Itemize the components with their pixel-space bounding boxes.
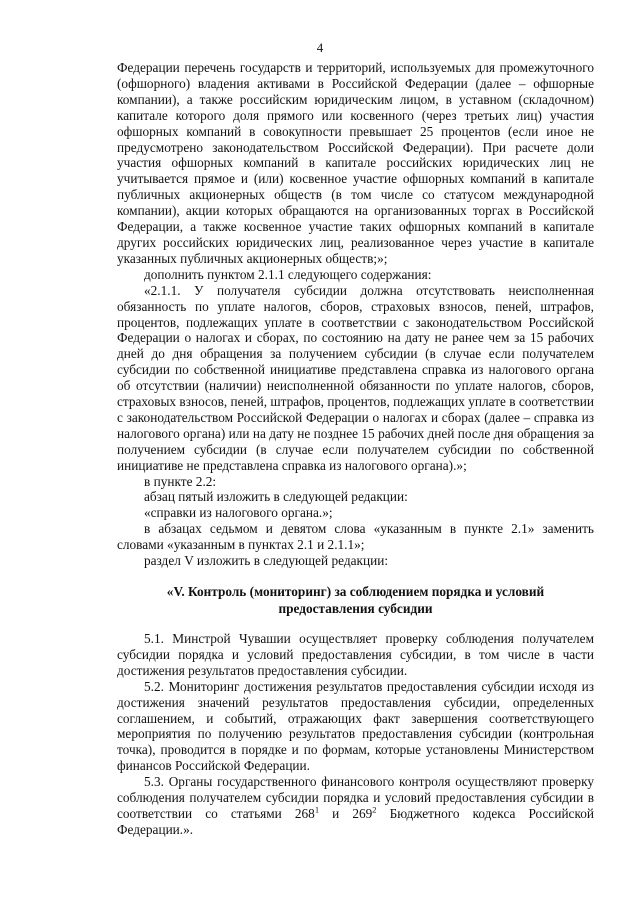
paragraph-5-3-text-2: и 269 xyxy=(319,805,373,821)
paragraph-5-3-text-1: 5.3. Органы государственного финансового контроля осуществляют проверку соблюдения получателем субсидии порядка и условий предоставления субсидии в соответствии со статьями 268 xyxy=(117,774,594,821)
page-number: 4 xyxy=(316,40,324,55)
paragraph-5-3-text-3: Бюджетного кодекса Российской Федерации.». xyxy=(117,805,595,837)
article-269-superscript: 2 xyxy=(372,804,377,815)
section-title xyxy=(117,583,594,617)
paragraph-clause-2-2-intro: в пункте 2.2: xyxy=(144,473,217,489)
paragraph-5-2: 5.2. Мониторинг достижения результатов предоставления субсидии исходя из достижения значений результатов предоставления субсидии, определенных соглашением, и событий, отражающих факт завершения соответствующего мероприятия по получению результатов предоставления субсидии (контрольная точка), проводится в порядке и по формам, которые установлены Министерством финансов Российской Федерации. xyxy=(117,678,594,774)
section-title-line-2: предоставления субсидии xyxy=(278,601,433,616)
paragraph-fifth-indent: абзац пятый изложить в следующей редакции: xyxy=(144,489,408,505)
paragraph-replace-words: в абзацах седьмом и девятом слова «указанным в пункте 2.1» заменить словами «указанным в пунктах 2.1 и 2.1.1»; xyxy=(117,521,594,553)
paragraph-section-v-intro: раздел V изложить в следующей редакции: xyxy=(144,553,389,569)
paragraph-5-3 xyxy=(117,774,594,838)
section-title-line-1: «V. Контроль (мониторинг) за соблюдением порядка и условий xyxy=(166,584,545,599)
paragraph-offshore-definition: Федерации перечень государств и территорий, используемых для промежуточного (офшорного) владения активами в Российской Федерации (далее – офшорные компании), а также российским юридическим лицом, в уставном (складочном) капитале которого доля прямого или косвенного (через третьих лиц) участия офшорных компаний в совокупности превышает 25 процентов (если иное не предусмотрено законодательством Российской Федерации). При расчете доли участия офшорных компаний в капитале российских юридических лиц не учитывается прямое и (или) косвенное участие офшорных компаний в капитале публичных акционерных обществ (в том числе со статусом международной компании), акции которых обращаются на организованных торгах в Российской Федерации, а также косвенное участие таких офшорных компаний в капитале других российских юридических лиц, реализованное через участие в капитале указанных публичных акционерных обществ;»; xyxy=(117,60,594,266)
paragraph-add-clause-intro: дополнить пунктом 2.1.1 следующего содержания: xyxy=(144,266,432,282)
paragraph-clause-2-1-1: «2.1.1. У получателя субсидии должна отсутствовать неисполненная обязанность по уплате налогов, сборов, страховых взносов, пеней, штрафов, процентов, подлежащих уплате в соответствии с законодательством Российской Федерации о налогах и сборах, по состоянию на дату не ранее чем за 15 рабочих дней до дня обращения за получением субсидии (в случае если получателем субсидии по собственной инициативе представлена справка из налогового органа об отсутствии (наличии) неисполненной обязанности по уплате налогов, сборов, страховых взносов, пеней, штрафов, процентов, подлежащих уплате в соответствии с законодательством Российской Федерации о налогах и сборах (далее – справка из налогового органа) или на дату не позднее 15 рабочих дней после дня обращения за получением субсидии (в случае если получателем субсидии по собственной инициативе не представлена справка из налогового органа).»; xyxy=(117,282,594,473)
document-body xyxy=(117,60,594,838)
article-268-superscript: 1 xyxy=(314,804,320,815)
paragraph-5-1: 5.1. Минстрой Чувашии осуществляет проверку соблюдения получателем субсидии порядка и условий предоставления субсидии, в том числе в части достижения результатов предоставления субсидии. xyxy=(117,631,594,678)
paragraph-tax-certificate: «справки из налогового органа.»; xyxy=(144,505,333,521)
